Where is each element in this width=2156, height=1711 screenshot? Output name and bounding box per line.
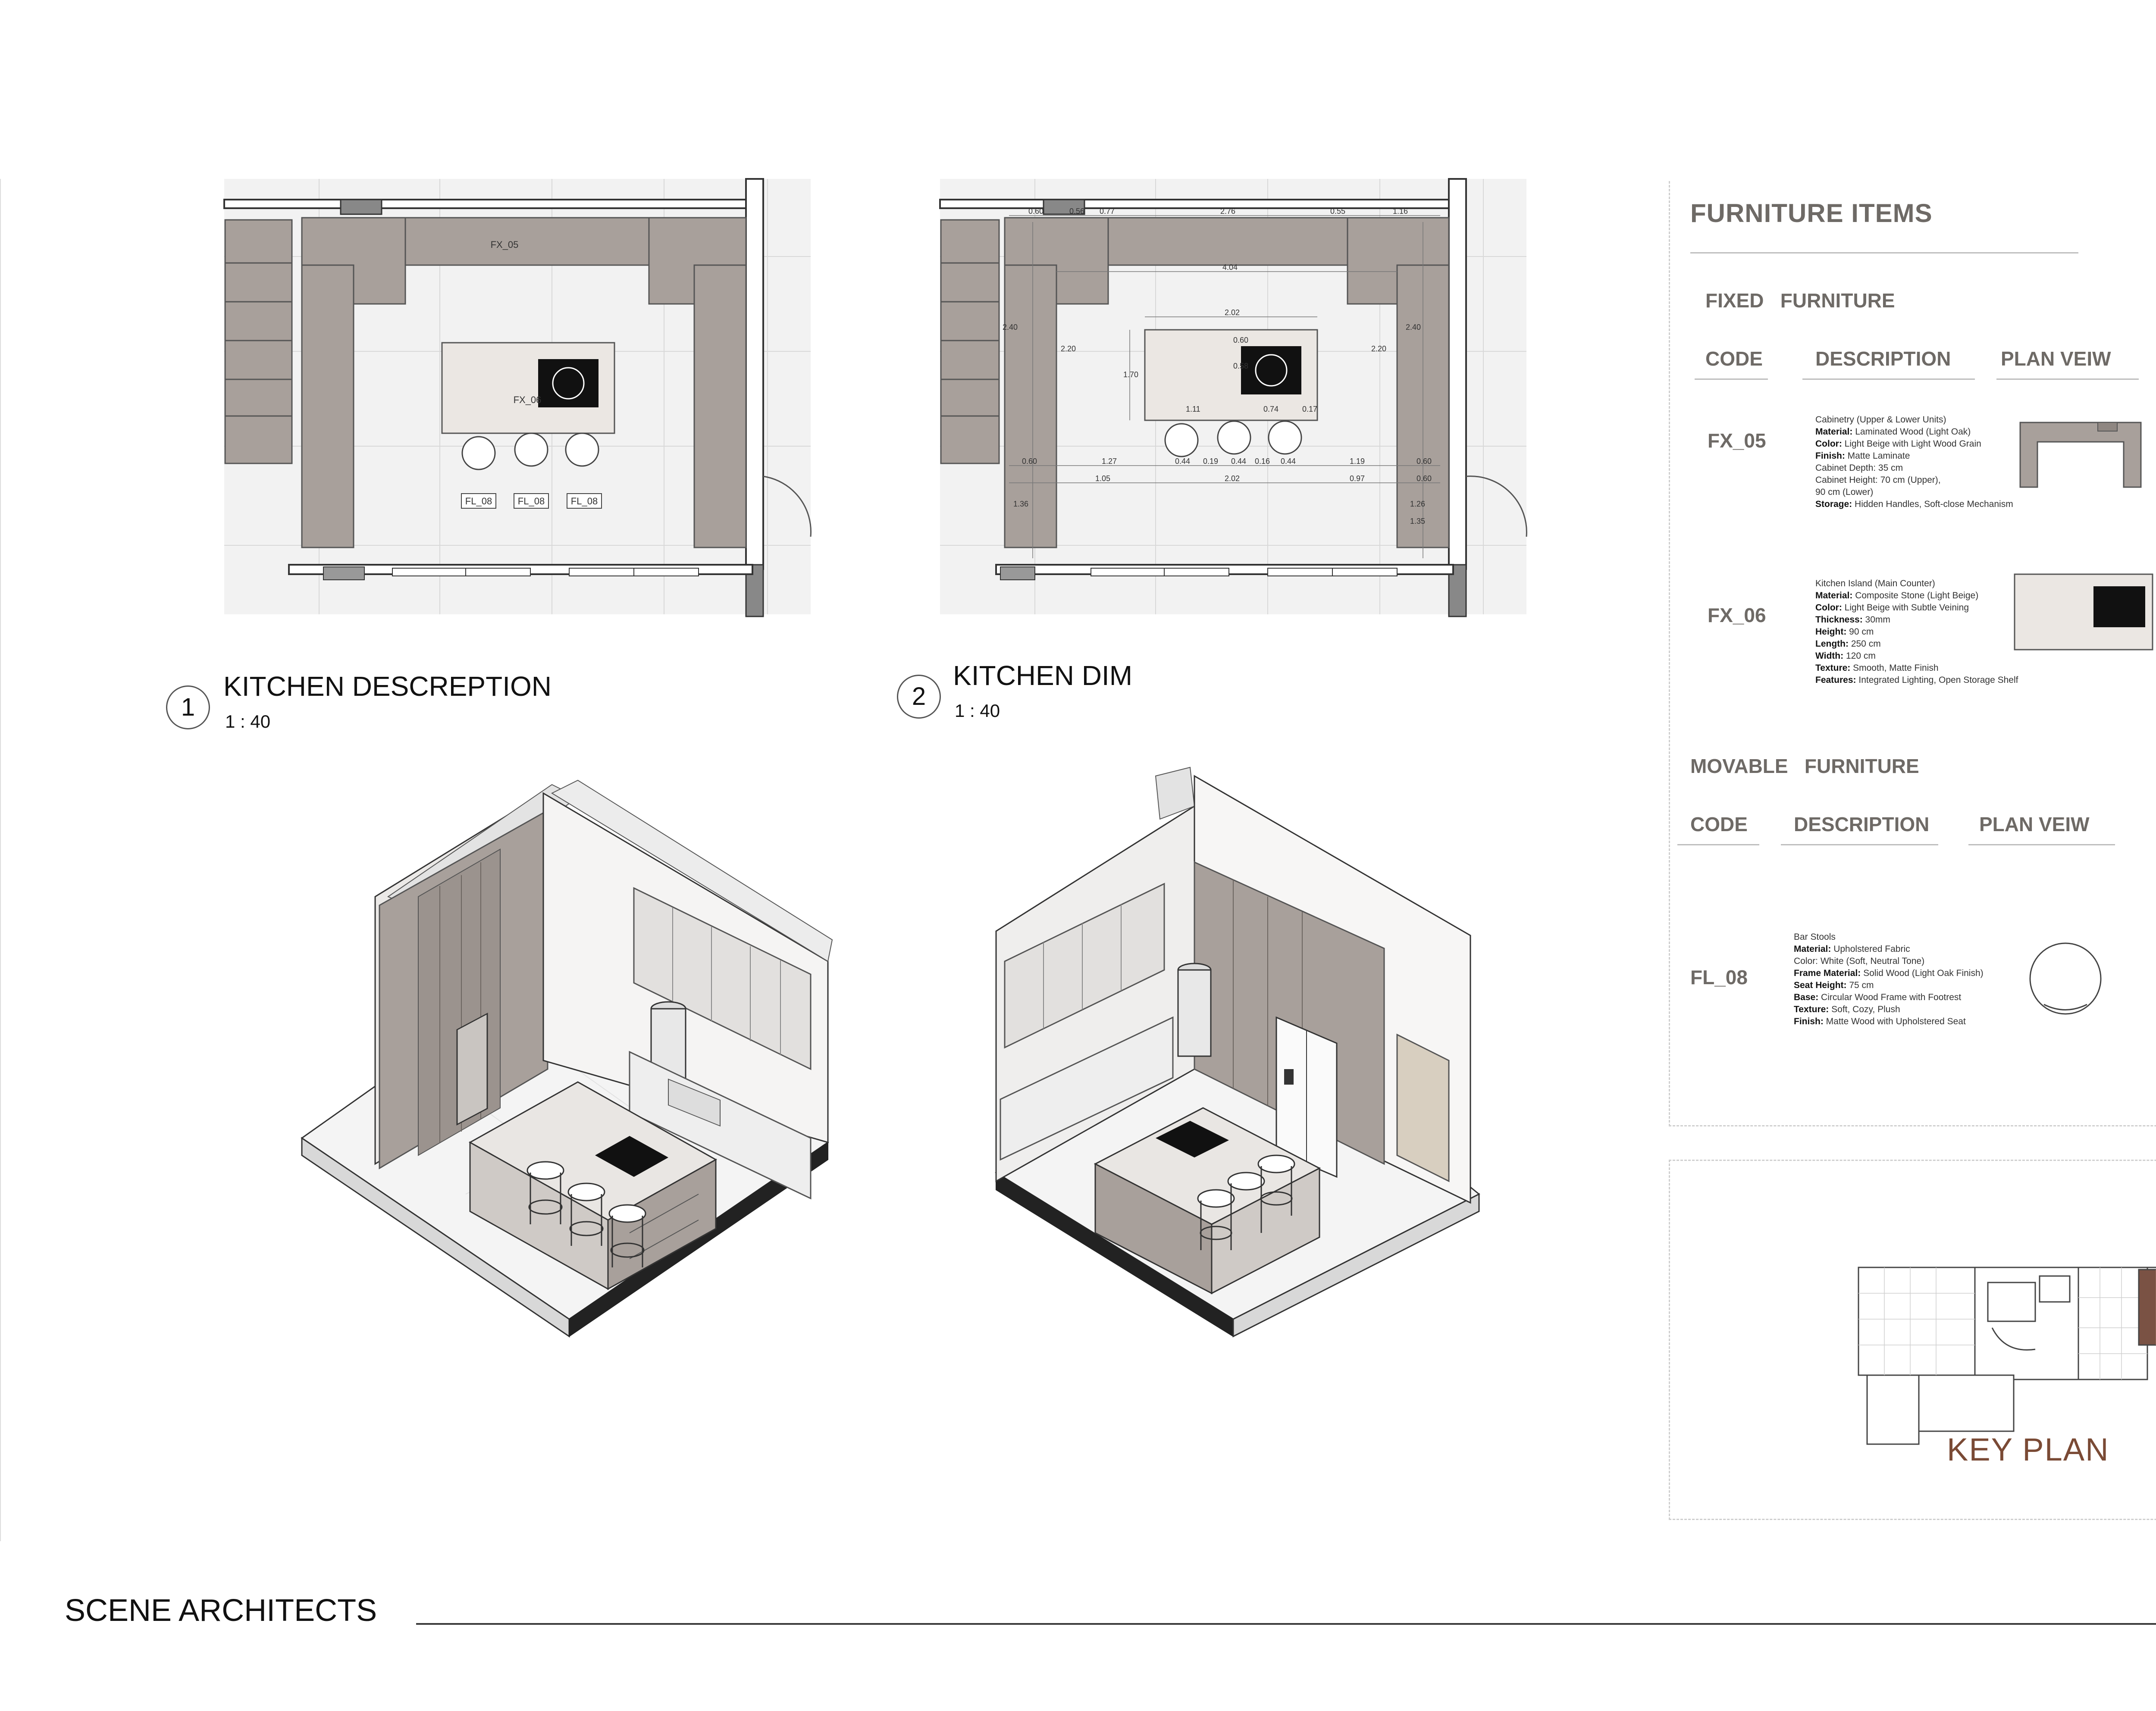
dim-0-44a: 0.44 xyxy=(1175,457,1191,466)
dim-0-60a: 0.60 xyxy=(1028,207,1044,216)
movable-col-line-2 xyxy=(1781,844,1938,845)
tag-fl08-a: FL_08 xyxy=(465,496,492,507)
dim-2-20a: 2.20 xyxy=(1061,344,1076,353)
key-plan-drawing xyxy=(1854,1242,2156,1457)
fl08-description: Bar Stools Material: Upholstered Fabric Color: White (Soft, Neutral Tone) Frame Material: Solid Wood (Light Oak Finish) Seat Height: 75 cm Base: Circular Wood Frame with Footrest Texture: Soft, Cozy, Plush Finish: Matte Wood with Upholstered Seat xyxy=(1794,932,1984,1026)
movable-col-plan-view: PLAN VEIW xyxy=(1979,813,2090,835)
view-scale-2: 1 : 40 xyxy=(955,701,1000,721)
fixed-col-line-2 xyxy=(1802,378,1975,380)
kitchen-plan-dimensions xyxy=(940,179,1526,619)
tag-fx05: FX_05 xyxy=(490,239,519,250)
fx06-description: Kitchen Island (Main Counter) Material: Composite Stone (Light Beige) Color: Light Beige with Subtle Veining Thickness: 30mm Height: 90 cm Length: 250 cm Width: 120 cm Texture: Smooth, Matte Finish Features: Integrated Lighting, Open Storage Shelf xyxy=(1815,579,2018,685)
movable-col-line-1 xyxy=(1677,844,1759,845)
dim-0-58: 0.58 xyxy=(1233,362,1249,370)
dim-1-70: 1.70 xyxy=(1123,370,1139,379)
movable-col-description: DESCRIPTION xyxy=(1794,813,1930,835)
fixed-col-plan-view: PLAN VEIW xyxy=(2001,347,2111,370)
fixed-col-line-1 xyxy=(1695,378,1768,380)
firm-name: SCENE ARCHITECTS xyxy=(65,1593,377,1628)
view-title-2: KITCHEN DIM xyxy=(953,660,1132,691)
dim-1-11: 1.11 xyxy=(1186,405,1200,413)
dim-1-27: 1.27 xyxy=(1102,457,1117,466)
dim-1-36: 1.36 xyxy=(1013,500,1029,508)
dim-2-20b: 2.20 xyxy=(1371,344,1387,353)
dim-0-77: 0.77 xyxy=(1100,207,1115,216)
dim-1-05: 1.05 xyxy=(1095,474,1111,483)
dim-2-40b: 2.40 xyxy=(1406,323,1421,332)
dim-2-02a: 2.02 xyxy=(1225,308,1240,317)
kitchen-plan-description xyxy=(224,179,811,619)
key-plan-label: KEY PLAN xyxy=(1947,1432,2109,1467)
dim-0-55: 0.55 xyxy=(1330,207,1346,216)
movable-furniture-heading: MOVABLE FURNITURE xyxy=(1690,755,1919,777)
fixed-col-description: DESCRIPTION xyxy=(1815,347,1951,370)
dim-0-17: 0.17 xyxy=(1302,405,1318,413)
dim-2-40a: 2.40 xyxy=(1003,323,1018,332)
fl08-code: FL_08 xyxy=(1690,966,1748,988)
sheet-frame-left xyxy=(0,179,1,1541)
dim-1-19: 1.19 xyxy=(1350,457,1365,466)
tag-fx06: FX_06 xyxy=(513,394,542,405)
movable-col-code: CODE xyxy=(1690,813,1748,835)
fx05-plan-view xyxy=(2020,422,2141,491)
dim-0-74: 0.74 xyxy=(1263,405,1279,413)
dim-1-26: 1.26 xyxy=(1410,500,1426,508)
movable-col-line-3 xyxy=(1968,844,2115,845)
dim-2-76: 2.76 xyxy=(1220,207,1236,216)
dim-2-02b: 2.02 xyxy=(1225,474,1240,483)
fixed-col-code: CODE xyxy=(1705,347,1763,370)
fl08-plan-view xyxy=(2027,940,2104,1017)
furniture-heading: FURNITURE ITEMS xyxy=(1690,199,1933,228)
footer-rule xyxy=(416,1623,2156,1625)
dim-1-16: 1.16 xyxy=(1393,207,1408,216)
view-title-1: KITCHEN DESCREPTION xyxy=(223,671,552,702)
kitchen-axonometric-1 xyxy=(302,767,837,1345)
fx06-plan-view xyxy=(2014,573,2154,651)
fixed-furniture-heading: FIXED FURNITURE xyxy=(1705,289,1895,312)
dim-0-16: 0.16 xyxy=(1255,457,1270,466)
fixed-col-line-3 xyxy=(1996,378,2139,380)
fx05-code: FX_05 xyxy=(1708,429,1766,452)
dim-4-04: 4.04 xyxy=(1222,263,1238,272)
dim-0-44b: 0.44 xyxy=(1231,457,1247,466)
view-number-1: 1 xyxy=(166,685,210,729)
view-number-2: 2 xyxy=(897,675,941,719)
tag-fl08-b: FL_08 xyxy=(517,496,545,507)
dim-0-56: 0.56 xyxy=(1069,207,1085,216)
dim-1-35: 1.35 xyxy=(1410,517,1426,525)
dim-0-97: 0.97 xyxy=(1350,474,1365,483)
dim-0-19: 0.19 xyxy=(1203,457,1219,466)
dim-0-60e: 0.60 xyxy=(1416,474,1432,483)
dim-0-44c: 0.44 xyxy=(1281,457,1296,466)
fx06-code: FX_06 xyxy=(1708,604,1766,626)
fx05-description: Cabinetry (Upper & Lower Units) Material: Laminated Wood (Light Oak) Color: Light Beige with Light Wood Grain Finish: Matte Laminate Cabinet Depth: 35 cm Cabinet Height: 70 cm (Upper), 90 cm (Lower) Storage: Hidden Handles, Soft-close Mechanism xyxy=(1815,415,2013,509)
kitchen-axonometric-2 xyxy=(992,767,1488,1345)
dim-0-60c: 0.60 xyxy=(1022,457,1037,466)
dim-0-60b: 0.60 xyxy=(1233,336,1249,344)
view-scale-1: 1 : 40 xyxy=(225,711,271,732)
dim-0-60d: 0.60 xyxy=(1416,457,1432,466)
furniture-heading-underline xyxy=(1690,252,2078,253)
tag-fl08-c: FL_08 xyxy=(570,496,598,507)
